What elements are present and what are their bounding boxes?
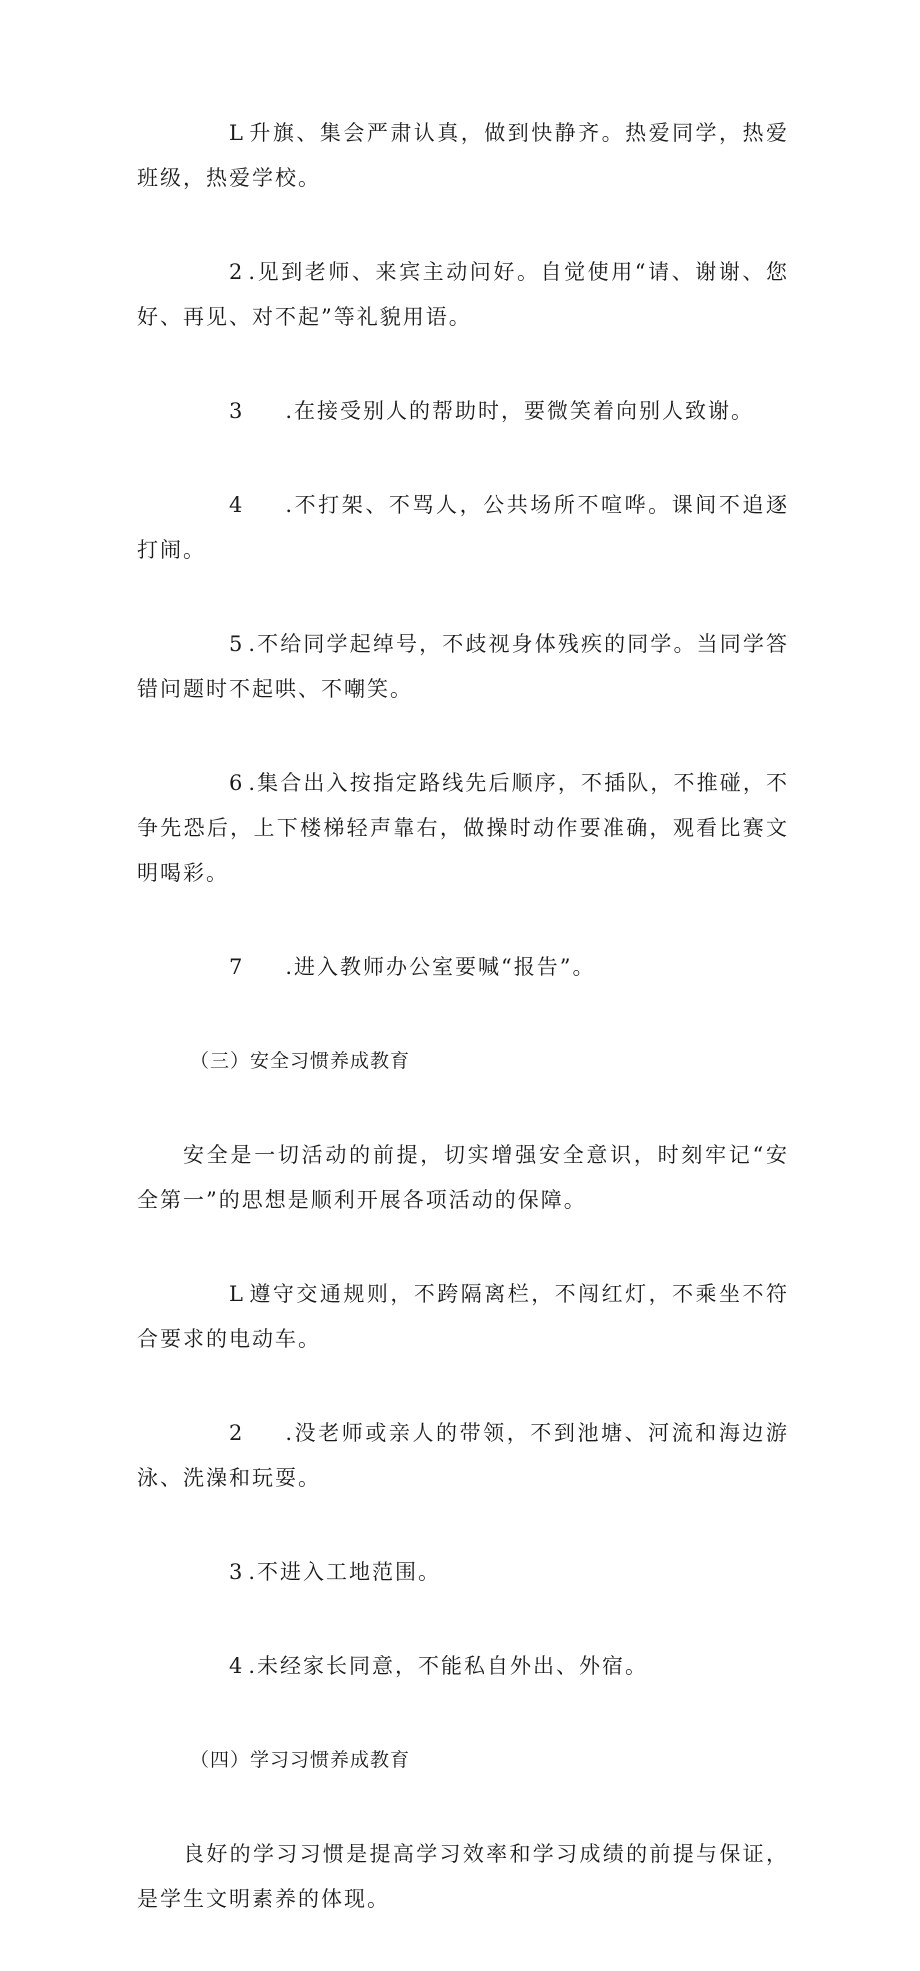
item-number: 2 xyxy=(229,260,245,284)
item-number: L xyxy=(229,121,245,145)
item-text: .集合出入按指定路线先后顺序，不插队，不推碰，不争先恐后，上下楼梯轻声靠右，做操时动作要准确，观看比赛文明喝彩。 xyxy=(137,771,789,885)
courtesy-item-2 xyxy=(137,250,789,340)
courtesy-item-3 xyxy=(137,389,789,434)
safety-item-3 xyxy=(137,1550,789,1595)
item-number: 5 xyxy=(229,632,245,656)
item-number: 3 xyxy=(229,399,245,423)
item-number: 2 xyxy=(229,1421,245,1445)
safety-item-2 xyxy=(137,1411,789,1501)
item-text: .在接受别人的帮助时，要微笑着向别人致谢。 xyxy=(285,399,755,423)
item-text: 遵守交通规则，不跨隔离栏，不闯红灯，不乘坐不符合要求的电动车。 xyxy=(137,1282,789,1351)
item-number: L xyxy=(229,1282,245,1306)
item-text: 升旗、集会严肃认真，做到快静齐。热爱同学，热爱班级，热爱学校。 xyxy=(137,121,789,190)
item-number: 6 xyxy=(229,771,245,795)
safety-item-4 xyxy=(137,1644,789,1689)
item-number: 4 xyxy=(229,493,245,517)
courtesy-item-7 xyxy=(137,945,789,990)
courtesy-item-4 xyxy=(137,483,789,573)
safety-intro-paragraph: 安全是一切活动的前提，切实增强安全意识，时刻牢记“安全第一”的思想是顺利开展各项活动的保障。 xyxy=(137,1143,789,1212)
item-number: 7 xyxy=(229,955,245,979)
item-number: 3 xyxy=(229,1560,245,1584)
section-heading-safety: （三）安全习惯养成教育 xyxy=(190,1050,411,1072)
courtesy-item-5 xyxy=(137,622,789,712)
courtesy-item-1 xyxy=(137,111,789,201)
item-text: .不打架、不骂人，公共场所不喧哗。课间不追逐打闹。 xyxy=(137,493,789,562)
safety-item-1 xyxy=(137,1272,789,1362)
item-text: .见到老师、来宾主动问好。自觉使用“请、谢谢、您好、再见、对不起”等礼貌用语。 xyxy=(137,260,789,329)
section-heading-study: （四）学习习惯养成教育 xyxy=(190,1749,411,1771)
study-intro-paragraph: 良好的学习习惯是提高学习效率和学习成绩的前提与保证，是学生文明素养的体现。 xyxy=(137,1842,789,1911)
item-number: 4 xyxy=(229,1654,245,1678)
item-text: .没老师或亲人的带领，不到池塘、河流和海边游泳、洗澡和玩耍。 xyxy=(137,1421,789,1490)
document-page xyxy=(137,111,789,1971)
item-text: .不进入工地范围。 xyxy=(248,1560,442,1584)
item-text: .进入教师办公室要喊“报告”。 xyxy=(285,955,596,979)
item-text: .不给同学起绰号，不歧视身体残疾的同学。当同学答错问题时不起哄、不嘲笑。 xyxy=(137,632,789,701)
item-text: .未经家长同意，不能私自外出、外宿。 xyxy=(248,1654,649,1678)
courtesy-item-6 xyxy=(137,761,789,896)
